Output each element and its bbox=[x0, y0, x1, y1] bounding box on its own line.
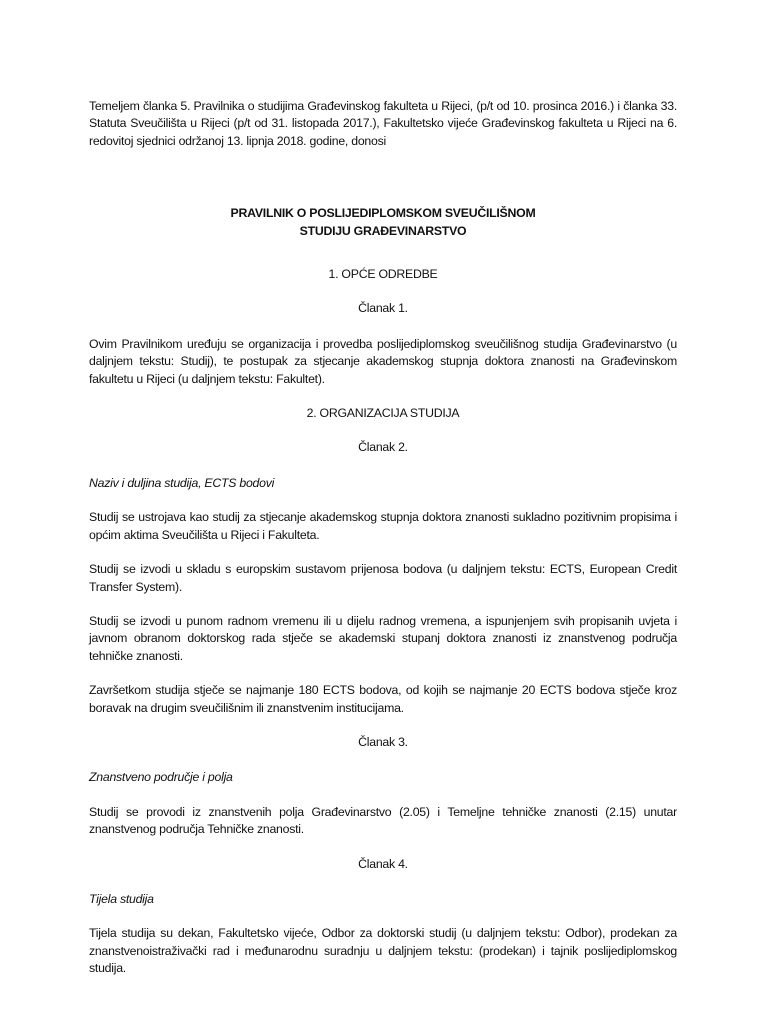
section-heading-2: 2. ORGANIZACIJA STUDIJA bbox=[306, 406, 460, 421]
article-3-subheading: Znanstveno područje i polja bbox=[89, 770, 233, 785]
article-1-paragraph: Ovim Pravilnikom uređuju se organizacija i provedba poslijediplomskog sveučilišnog studija Građevinarstvo (u daljnjem tekstu: Studij), te postupak za stjecanje akademskog stupnja doktora znanosti na Građevinskom fakultetu u Rijeci (u daljnjem tekstu: Fakultet). bbox=[89, 336, 677, 386]
article-2-paragraph-1: Studij se ustrojava kao studij za stjecanje akademskog stupnja doktora znanosti sukladno pozitivnim propisima i općim aktima Sveučilišta u Rijeci i Fakulteta. bbox=[89, 510, 677, 542]
article-heading-4: Članak 4. bbox=[358, 856, 408, 871]
document-title bbox=[89, 205, 677, 240]
article-heading-2: Članak 2. bbox=[358, 440, 408, 455]
article-3-paragraph: Studij se provodi iz znanstvenih polja Građevinarstvo (2.05) i Temeljne tehničke znanosti (2.15) unutar znanstvenog područja Tehničke znanosti. bbox=[89, 804, 677, 837]
section-heading-1: 1. OPĆE ODREDBE bbox=[328, 267, 438, 282]
article-2-paragraph-3: Studij se izvodi u punom radnom vremenu ili u dijelu radnog vremena, a ispunjenjem svih propisanih uvjeta i javnom obranom doktorskog rada stječe se akademski stupanj doktora znanosti iz znanstvenog područja tehničke znanosti. bbox=[89, 613, 677, 663]
article-4-paragraph: Tijela studija su dekan, Fakultetsko vijeće, Odbor za doktorski studij (u daljnjem tekstu: Odbor), prodekan za znanstvenoistraživački rad i međunarodnu suradnju u daljnjem tekstu: (prodekan) i tajnik poslijediplomskog studija. bbox=[89, 926, 677, 976]
document-page bbox=[89, 98, 677, 995]
title-line-1: PRAVILNIK O POSLIJEDIPLOMSKOM SVEUČILIŠNOM bbox=[230, 206, 536, 221]
article-2-subheading: Naziv i duljina studija, ECTS bodovi bbox=[89, 475, 275, 490]
article-heading-3: Članak 3. bbox=[358, 734, 408, 749]
article-4-subheading: Tijela studija bbox=[89, 891, 154, 906]
title-line-2: STUDIJU GRAĐEVINARSTVO bbox=[299, 223, 467, 238]
article-2-paragraph-4: Završetkom studija stječe se najmanje 180 ECTS bodova, od kojih se najmanje 20 ECTS bodova stječe kroz boravak na drugim sveučilišnim ili znanstvenim institucijama. bbox=[89, 683, 677, 715]
article-heading-1: Članak 1. bbox=[358, 301, 408, 316]
article-2-paragraph-2: Studij se izvodi u skladu s europskim sustavom prijenosa bodova (u daljnjem tekstu: ECTS, European Credit Transfer System). bbox=[89, 562, 677, 594]
intro-paragraph: Temeljem članka 5. Pravilnika o studijima Građevinskog fakulteta u Rijeci, (p/t od 10. prosinca 2016.) i članka 33. Statuta Sveučilišta u Rijeci (p/t od 31. listopada 2017.), Fakultetsko vijeće Građevinskog fakulteta u Rijeci na 6. redovitoj sjednici održanoj 13. lipnja 2018. godine, donosi bbox=[89, 99, 677, 148]
